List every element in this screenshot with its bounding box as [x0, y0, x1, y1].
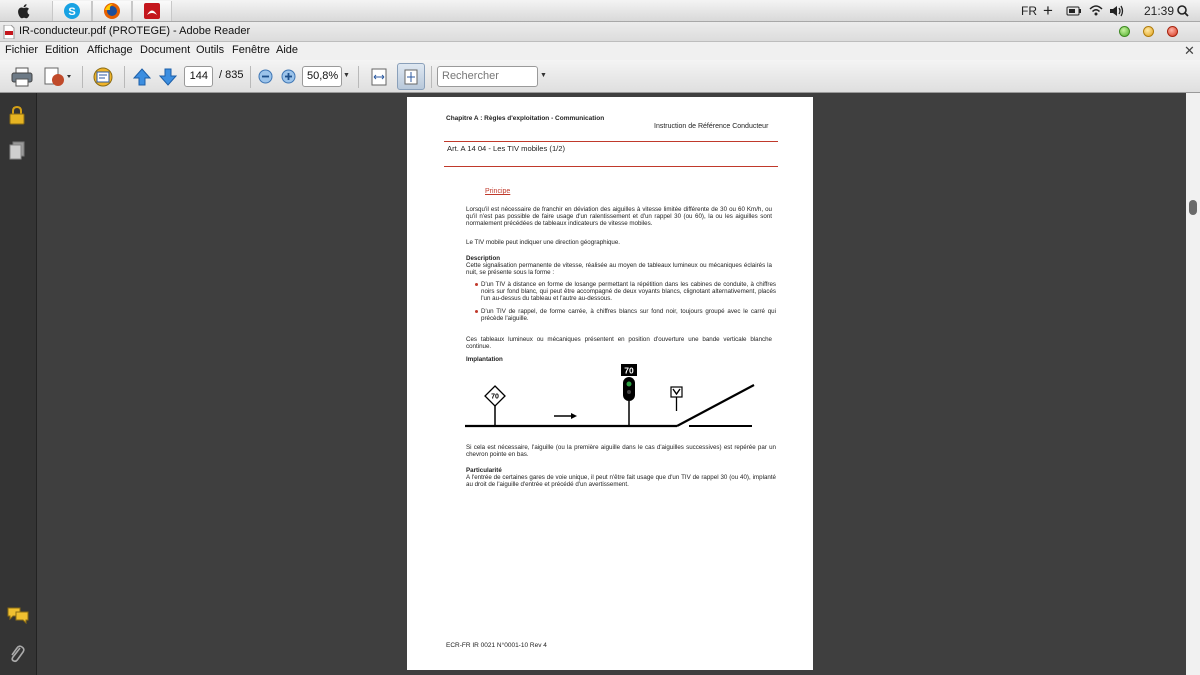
description-heading: Description	[466, 255, 501, 262]
main-toolbar	[0, 60, 1200, 93]
bullet-2-marker	[475, 310, 478, 313]
description-bullet-2: D'un TIV de rappel, de forme carrée, à chiffres blancs sur fond noir, toujours groupé avec le carré qui précède l'aiguille.	[481, 308, 776, 323]
losange-sign-label: 70	[491, 393, 499, 401]
print-button[interactable]	[10, 65, 34, 89]
rappel-sign-label: 70	[624, 365, 634, 376]
next-page-button[interactable]	[157, 65, 179, 89]
scrollbar-thumb[interactable]	[1189, 200, 1197, 215]
skype-taskbar-button[interactable]	[52, 1, 92, 21]
firefox-icon	[103, 2, 121, 20]
toolbar-separator	[250, 66, 251, 88]
page-number-input[interactable]: 144	[184, 66, 213, 87]
arrow-down-icon	[158, 67, 178, 87]
skype-icon	[63, 2, 81, 20]
page-total: / 835	[219, 69, 244, 81]
description-bullet-1: D'un TIV à distance en forme de losange permettant la répétition dans les cabines de conduite, à chiffres noirs sur fond blanc, qui peut être accompagné de deux voyants blancs, clignotant alternativement, placés l'un au-dessus du tableau et l'autre au-dessous.	[481, 281, 776, 303]
close-document-icon[interactable]: ✕	[1184, 43, 1195, 58]
particularite-heading: Particularité	[466, 467, 502, 474]
signal-light-green	[627, 382, 632, 387]
principe-paragraph: Lorsqu'il est nécessaire de franchir en déviation des aiguilles à vitesse limitée différente de 30 ou 60 Km/h, ou qu'il n'est pas possible de faire usage d'un ralentissement et d'un rappel 30 (ou 60), la ou les aiguilles sont normalement précédées de tableaux indicateurs de vitesse mobiles.	[466, 206, 772, 228]
fit-page-button[interactable]	[397, 63, 425, 90]
language-indicator[interactable]: FR	[1021, 4, 1037, 18]
adobe-reader-icon	[143, 2, 161, 20]
description-paragraph: Cette signalisation permanente de vitesse, réalisée au moyen de tableaux lumineux ou mécaniques éclairés la nuit, se présente sous la forme :	[466, 262, 772, 277]
toolbar-separator	[124, 66, 125, 88]
share-button[interactable]	[42, 65, 76, 89]
fit-page-icon	[401, 67, 421, 87]
volume-icon[interactable]	[1108, 0, 1126, 22]
page-footer: ECR-FR IR 0021 N°0001-10 Rev 4	[446, 642, 547, 649]
share-icon	[42, 66, 76, 88]
toolbar-separator	[358, 66, 359, 88]
toolbar-separator	[82, 66, 83, 88]
diverging-track	[677, 385, 754, 426]
comments-icon[interactable]	[6, 606, 30, 629]
window-close-button[interactable]	[1167, 26, 1178, 37]
bande-paragraph: Ces tableaux lumineux ou mécaniques présentent en position d'ouverture une bande verticale blanche continue.	[466, 336, 772, 351]
menu-fichier[interactable]: Fichier	[5, 44, 39, 56]
clock[interactable]: 21:39	[1144, 4, 1175, 18]
app-menubar	[0, 42, 1200, 60]
bullet-1-marker	[475, 283, 478, 286]
attachments-icon[interactable]	[8, 643, 26, 670]
fit-width-icon	[369, 67, 389, 87]
add-icon[interactable]: +	[1043, 1, 1053, 20]
previous-page-button[interactable]	[131, 65, 153, 89]
menu-affichage[interactable]: Affichage	[87, 44, 133, 56]
search-input[interactable]: Rechercher	[437, 66, 538, 87]
zoom-in-button[interactable]	[280, 68, 296, 84]
pdf-page	[407, 97, 813, 670]
implantation-heading: Implantation	[466, 356, 503, 363]
header-rule	[444, 141, 778, 142]
minus-circle-icon	[258, 69, 273, 84]
article-title: Art. A 14 04 - Les TIV mobiles (1/2)	[447, 144, 566, 153]
window-titlebar	[0, 22, 1200, 42]
menu-outils[interactable]: Outils	[196, 44, 225, 56]
direction-arrowhead	[571, 413, 577, 419]
zoom-out-button[interactable]	[257, 68, 273, 84]
window-title: IR-conducteur.pdf (PROTEGE) - Adobe Reader	[19, 25, 251, 37]
lock-icon[interactable]	[8, 105, 26, 130]
collaborate-button[interactable]	[89, 64, 117, 90]
window-minimize-button[interactable]	[1119, 26, 1130, 37]
zoom-dropdown-arrow-icon[interactable]: ▼	[343, 72, 350, 79]
implantation-diagram	[459, 361, 759, 433]
fit-width-button[interactable]	[367, 66, 391, 88]
search-dropdown-arrow-icon[interactable]: ▼	[540, 72, 547, 79]
menu-edition[interactable]: Edition	[45, 44, 79, 56]
header-chapter: Chapitre A : Règles d'exploitation - Communication	[446, 115, 605, 122]
particularite-paragraph: A l'entrée de certaines gares de voie unique, il peut n'être fait usage que d'un TIV de rappel 30 (ou 40), implanté au droit de l'aiguille d'entrée et précédé d'un avertissement.	[466, 474, 776, 489]
spotlight-icon[interactable]	[1176, 0, 1190, 22]
toolbar-separator	[431, 66, 432, 88]
article-rule	[444, 166, 778, 167]
arrow-up-icon	[132, 67, 152, 87]
wifi-icon[interactable]	[1088, 0, 1104, 22]
vertical-scrollbar[interactable]	[1186, 93, 1200, 675]
menu-aide[interactable]: Aide	[276, 44, 299, 56]
aiguille-paragraph: Si cela est nécessaire, l'aiguille (ou la première aiguille dans le cas d'aiguilles successives) est repérée par un chevron pointe en bas.	[466, 444, 776, 459]
header-instruction: Instruction de Référence Conducteur	[654, 123, 769, 130]
plus-circle-icon	[281, 69, 296, 84]
pdf-file-icon	[3, 25, 15, 39]
direction-paragraph: Le TIV mobile peut indiquer une direction géographique.	[466, 239, 620, 246]
principe-heading: Principe	[485, 188, 511, 195]
chevron-sign	[671, 387, 682, 397]
battery-icon[interactable]	[1066, 0, 1082, 22]
menu-document[interactable]: Document	[140, 44, 191, 56]
pages-icon[interactable]	[9, 141, 25, 166]
signal-light-white	[627, 390, 631, 394]
zoom-level-input[interactable]: 50,8%	[302, 66, 342, 87]
system-menubar	[0, 0, 1200, 22]
signal-head	[623, 377, 635, 401]
printer-icon	[11, 67, 33, 87]
apple-icon[interactable]	[14, 1, 34, 21]
collaborate-icon	[91, 66, 115, 88]
adobe-reader-taskbar-button[interactable]	[132, 1, 172, 21]
svg-text:S: S	[68, 6, 76, 18]
window-zoom-button[interactable]	[1143, 26, 1154, 37]
menu-fenetre[interactable]: Fenêtre	[232, 44, 270, 56]
firefox-taskbar-button[interactable]	[92, 1, 132, 21]
navigation-pane	[0, 93, 37, 675]
